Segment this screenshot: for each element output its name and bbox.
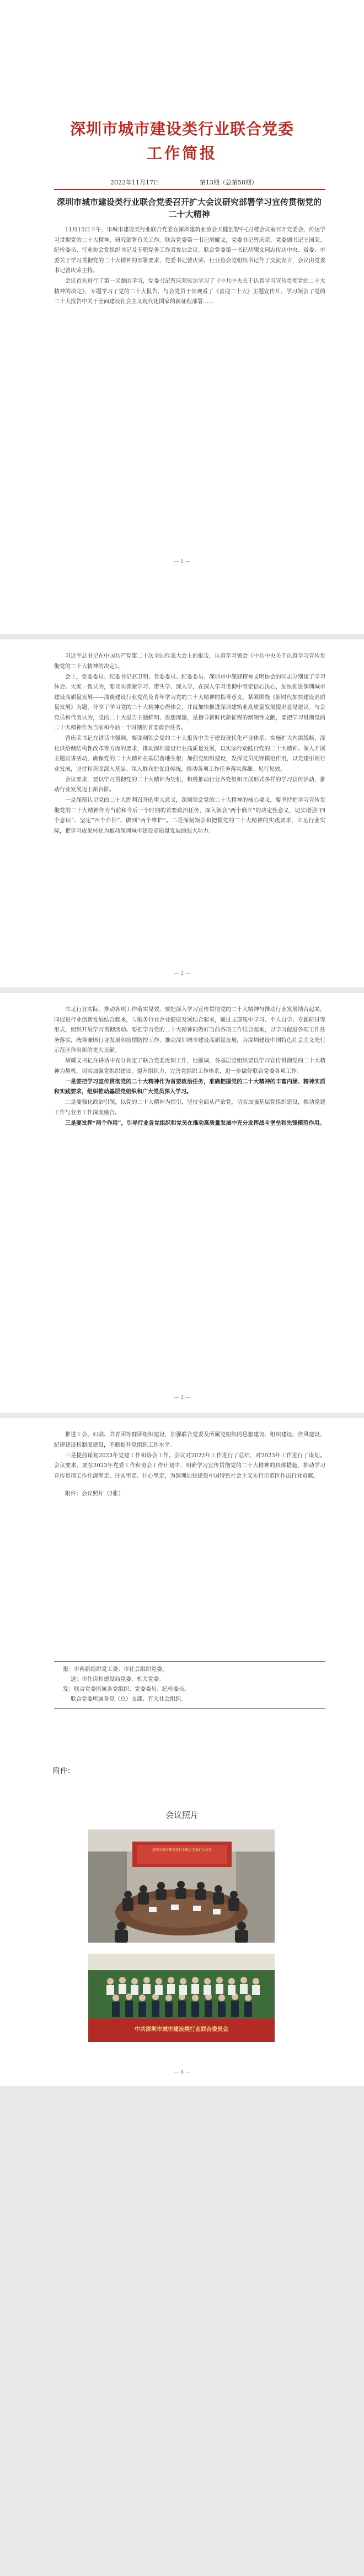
org-title: 深圳市城市建设类行业联合党委 <box>69 120 294 138</box>
document-page-1 <box>0 0 364 634</box>
document-page-4 <box>0 1418 364 2086</box>
paragraph: 一是要把学习宣传贯彻党的二十大精神作为首要政治任务，准确把握党的二十大精神的丰富内涵、精神实质和实践要求，组织推动基层党组织和广大党员深入学习。 <box>54 1078 325 1095</box>
banner-text-1: 深圳市城市建设类行业联合党委扩大会议 <box>152 1848 212 1852</box>
distribution-line: 报：市两新组织党工委、市社会组织党委。 <box>63 1667 168 1673</box>
document-page-2 <box>0 639 364 987</box>
paragraph: 会议要求，要以学习贯彻党的二十大精神为契机，积极推动行业各党组织开展形式多样的学习宣传活动，推动行业发展迈上新台阶。 <box>54 776 325 793</box>
title-divider <box>54 189 325 190</box>
meeting-photo-2 <box>88 1954 275 2042</box>
paragraph: 推进工会、妇联、共青团等群团组织建设，加强联合党委及所属党组织的思想建设、组织建设、作风建设、纪律建设和制度建设，不断提升党组织工作水平。 <box>54 1432 325 1448</box>
distribution-box <box>54 1661 325 1708</box>
paragraph: 三是提前谋划2023年党建工作和协会工作。会议对2022年工作进行了总结，对2023年工作进行了谋划。会议要求，要在2023年党委工作和协会工作计划中，明确学习宣传贯彻党的二十大精神的具体措施，推动学习宣传贯彻工作往深里走、往实里走、往心里走，为深圳加快建设中国特色社会主义先行示范区作出行业贡献。 <box>54 1452 325 1479</box>
page-number: — 4 — <box>174 2070 190 2075</box>
doc-title: 工作简报 <box>146 144 217 162</box>
page2-body <box>54 652 325 837</box>
distribution-line: 联合党委所属各党（总）支部、有关社会组织。 <box>71 1696 186 1702</box>
paragraph: 曾庆荣书记在讲话中强调，要深刻领会党的二十大报告中关于建设现代化产业体系、实施扩大内需战略、深化供给侧结构性改革等方面的要求，推动深圳建设行业高质量发展，以实际行动践行党的二十大精神。深入开展主题宣讲活动，确保党的二十大精神在基层落地生根；加强党组织建设，发挥党员先锋模范作用，以党建引领行业发展，坚持和巩固深入基层、深入群众的优良传统，推动各项工作任务落实落细、见行见效。 <box>54 736 325 773</box>
page1-body <box>54 225 325 308</box>
meeting-photo-1 <box>88 1829 275 1943</box>
paragraph: 二是要强化政治引领，以党的二十大精神为指引，坚持全面从严治党，切实加强基层党组织建设，推动党建工作与业务工作深度融合。 <box>54 1099 325 1116</box>
paragraph: 一是深刻认识党的二十大胜利召开的重大意义，深刻领会党的二十大精神的核心要义，要坚持把学习宣传贯彻党的二十大精神作为当前和今后一个时期的首要政治任务，深入领会“两个确立”的决定性意义，切实增强“四个意识”、坚定“四个自信”、做到“两个维护”。二是深刻领会和把握党的二十大精神的实践要求，立足行业实际，把学习成果转化为推动深圳城市建设高质量发展的强大动力。 <box>54 797 325 834</box>
page-number: — 3 — <box>174 1395 190 1400</box>
photos-title: 会议照片 <box>165 1810 199 1820</box>
distribution-line: 送：市住房和建设局党委、机关党委。 <box>71 1676 164 1683</box>
page-number: — 1 — <box>174 559 190 564</box>
issue-number: 第13期（总第58期） <box>200 179 258 186</box>
paragraph: 胡耀文书记在讲话中充分肯定了联合党委近期工作，他强调，各基层党组织要以学习宣传贯彻党的二十大精神为契机，切实加强党组织建设，提升组织力，完善党组织工作体系，进一步做好联合党委各项工作。 <box>54 1058 325 1075</box>
attachment-label: 附件： <box>53 1767 75 1775</box>
document-page-3 <box>0 993 364 1413</box>
paragraph: 立足行业实际，推动各项工作落实见效，要把深入学习宣传贯彻党的二十大精神与推动行业发展结合起来，同促进行业创新发展结合起来，与服务行业企业健康发展结合起来，通过支部集中学习、个人自学、专题研讨等形式，组织开展学习贯彻活动。要把学习党的二十大精神同做好当前各项工作结合起来，以学习促进各项工作任务落实，统筹兼顾行业发展和疫情防控工作，推动深圳城市建设高质量发展，为深圳建设中国特色社会主义先行示范区作出新的更大贡献。 <box>54 1007 325 1054</box>
issue-date: 2022年11月17日 <box>110 179 159 186</box>
banner-text-2: 中共深圳市城市建设类行业联合委员会 <box>135 2027 228 2033</box>
paragraph: 习近平总书记在中国共产党第二十次全国代表大会上的报告，认真学习领会《中共中央关于认真学习宣传贯彻党的二十大精神的决定》。 <box>54 653 325 670</box>
page4-body <box>54 1430 325 1500</box>
paragraph: 会上，党委委员、纪委书记赵卫明、党委委员、纪委委员、深圳市中深建精神文明协会的同志分别谈了学习体会。大家一致认为，要切实抓紧学习、带头学、深入学，在深入学习贯彻中坚定信心决心，加快推进深圳城市建设高质量发展——浅谈建设行业党员及青年学习党的二十大精神的指导意义，紧紧围绕《新时代加快建设高质量发展》为题，分享了学习党的二十大精神心得体会，并就加快推进深圳建筑业高质量发展提出意见建议。与会党员和代表认为，党的二十大报告主题鲜明、思想深邃，是指导新时代新征程的纲领性文献，要把学习贯彻党的二十大精神作为当前和今后一个时期的首要政治任务。 <box>54 674 325 731</box>
distribution-line: 发：联合党委所属各党组织、党委委员、纪检委员。 <box>63 1686 190 1692</box>
attachment-note: 附件：会议照片（2张） <box>65 1491 124 1497</box>
paragraph: 11月15日下午，市城市建设类行业联合党委在深圳建筑业协会天健创智中心2楼会议室召开党委会，传达学习贯彻党的二十大精神，研究部署有关工作。联合党委第一书记胡耀文，党委书记曾庆荣、党委副书记王国荣、纪检委员、行业协会党组织书记及专职党务工作者参加会议。联合党委第一书记胡耀文同志传达中央、省委、市委关于学习贯彻党的二十大精神的部署要求，党委书记曾庆荣、行业协会党组织书记作了交流发言，会议由党委书记曾庆荣主持。 <box>54 227 325 274</box>
article-headline: 深圳市城市建设类行业联合党委召开扩大会议研究部署学习宣传贯彻党的二十大精神 <box>56 197 322 219</box>
paragraph: 三是要发挥“两个作用”，引导行业各党组织和党员在推动高质量发展中充分发挥战斗堡垒和先锋模范作用。 <box>65 1120 325 1126</box>
page3-body <box>54 1005 325 1129</box>
page-number: — 2 — <box>174 971 190 976</box>
paragraph: 会议首先进行了第一议题的学习，党委书记曾庆荣传达学习了《中共中央关于认真学习宣传贯彻党的二十大精神的决定》，专题学习了党的二十大报告，与会党员干部观看了《喜迎二十大》主题宣传片，学习领会了党的二十大报告中关于全面建设社会主义现代化国家的新征程部署…… <box>54 278 325 305</box>
